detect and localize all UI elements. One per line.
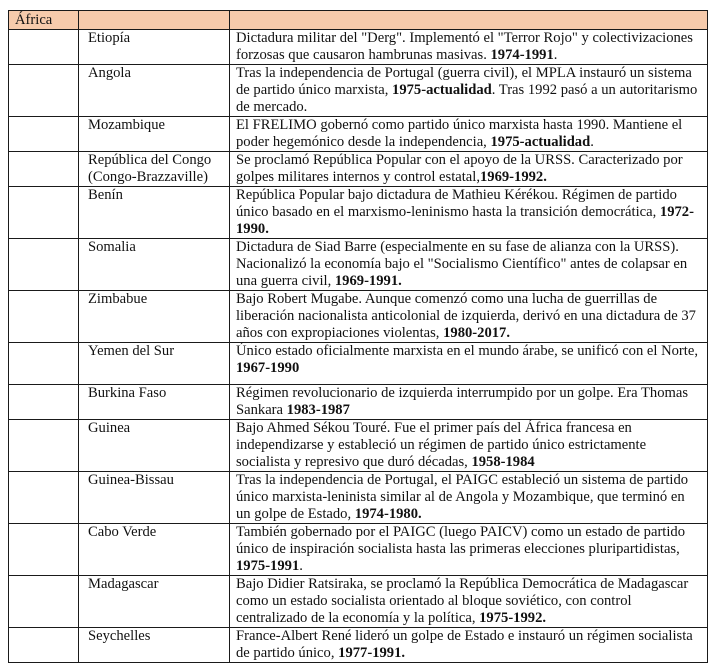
table-row — [9, 628, 708, 663]
period-years: 1969-1992. — [479, 169, 547, 185]
country-name: Seychelles — [88, 628, 151, 644]
country-name: Cabo Verde — [88, 524, 157, 540]
description-cell — [230, 187, 708, 239]
country-name: Burkina Faso — [88, 385, 167, 401]
description-text: El FRELIMO gobernó como partido único marxista hasta 1990. Mantiene el poder hegemónico desde la independencia, — [236, 117, 683, 150]
description-cell — [230, 291, 708, 343]
region-cell — [9, 30, 79, 65]
country-cell — [79, 343, 230, 385]
description-cell — [230, 385, 708, 420]
period-years: 1975-1991 — [236, 558, 300, 574]
description-cell — [230, 576, 708, 628]
description-text: Único estado oficialmente marxista en el mundo árabe, se unificó con el Norte, — [236, 343, 698, 359]
table-row — [9, 420, 708, 472]
description-cell — [230, 420, 708, 472]
region-cell — [9, 385, 79, 420]
region-cell — [9, 576, 79, 628]
period-years: 1958-1984 — [471, 454, 535, 470]
table-row — [9, 65, 708, 117]
region-cell — [9, 343, 79, 385]
table-row — [9, 576, 708, 628]
region-cell — [9, 117, 79, 152]
region-cell — [9, 628, 79, 663]
period-years: 1972-1990. — [236, 204, 694, 237]
description-text-tail: . — [590, 134, 594, 150]
table-body — [9, 11, 708, 663]
description-text: Tras la independencia de Portugal, el PAIGC estableció un sistema de partido único marxista-leninista similar al de Angola y Mozambique, que terminó en un golpe de Estado, — [236, 472, 689, 522]
period-years: 1983-1987 — [286, 402, 350, 418]
period-years: 1975-actualidad — [490, 134, 591, 150]
country-cell — [79, 30, 230, 65]
country-cell — [79, 65, 230, 117]
country-name: Mozambique — [88, 117, 166, 133]
table-row — [9, 343, 708, 385]
description-cell — [230, 65, 708, 117]
description-text: Régimen revolucionario de izquierda interrumpido por un golpe. Era Thomas Sankara — [236, 385, 689, 418]
description-text: Dictadura de Siad Barre (especialmente en su fase de alianza con la URSS). Nacionalizó la economía bajo el "Socialismo Científico" antes de colapsar en una guerra civil, — [236, 239, 688, 289]
region-cell — [9, 472, 79, 524]
country-cell — [79, 524, 230, 576]
country-name: Madagascar — [88, 576, 159, 592]
country-header-cell — [79, 11, 230, 30]
country-cell — [79, 628, 230, 663]
country-cell — [79, 472, 230, 524]
table-row — [9, 291, 708, 343]
country-name: Guinea-Bissau — [88, 472, 174, 488]
region-cell — [9, 152, 79, 187]
country-cell — [79, 187, 230, 239]
period-years: 1980-2017. — [443, 325, 510, 341]
description-cell — [230, 628, 708, 663]
country-name: Benín — [88, 187, 123, 203]
period-years: 1975-1992. — [479, 610, 547, 626]
description-cell — [230, 239, 708, 291]
description-text-tail: . — [553, 47, 558, 63]
description-text-tail: . — [299, 558, 303, 574]
description-cell — [230, 472, 708, 524]
region-cell — [9, 239, 79, 291]
description-text: República Popular bajo dictadura de Mathieu Kérékou. Régimen de partido único basado en el marxismo-leninismo hasta la transición democrática, — [236, 187, 677, 220]
country-cell — [79, 420, 230, 472]
description-cell — [230, 343, 708, 385]
description-text: Se proclamó República Popular con el apoyo de la URSS. Caracterizado por golpes militares internos y control estatal, — [236, 152, 683, 185]
region-cell — [9, 524, 79, 576]
description-text: France-Albert René lideró un golpe de Estado e instauró un régimen socialista de partido único, — [236, 628, 693, 661]
table-row — [9, 30, 708, 65]
description-cell — [230, 152, 708, 187]
country-name: Zimbabue — [88, 291, 148, 307]
table-row — [9, 187, 708, 239]
description-text: También gobernado por el PAIGC (luego PAICV) como un estado de partido único de inspiración socialista hasta las primeras elecciones pluripartidistas, — [236, 524, 686, 557]
description-text: Bajo Robert Mugabe. Aunque comenzó como una lucha de guerrillas de liberación nacionalista anticolonial de izquierda, derivó en una dictadura de 37 años con expropiaciones violentas, — [236, 291, 696, 341]
table-row — [9, 385, 708, 420]
description-cell — [230, 524, 708, 576]
description-cell — [230, 117, 708, 152]
description-text: Bajo Didier Ratsiraka, se proclamó la República Democrática de Madagascar como un estado socialista orientado al bloque soviético, con control centralizado de la economía y la política, — [236, 576, 689, 626]
description-text: Tras la independencia de Portugal (guerra civil), el MPLA instauró un sistema de partido único marxista, — [236, 65, 692, 98]
region-header-cell: África — [9, 11, 79, 30]
table-row — [9, 239, 708, 291]
table-row — [9, 524, 708, 576]
table-row — [9, 152, 708, 187]
period-years: 1977-1991. — [338, 645, 406, 661]
period-years: 1969-1991. — [334, 273, 402, 289]
description-text: Bajo Ahmed Sékou Touré. Fue el primer país del África francesa en independizarse y estableció un régimen de partido único estrictamente socialista y represivo que duró décadas, — [236, 420, 647, 470]
period-years: 1974-1991 — [490, 47, 554, 63]
region-cell — [9, 420, 79, 472]
period-years: 1975-actualidad — [392, 82, 492, 98]
country-cell — [79, 576, 230, 628]
country-cell — [79, 291, 230, 343]
description-text: Dictadura militar del "Derg". Implementó el "Terror Rojo" y colectivizaciones forzosas que causaron hambrunas masivas. — [236, 30, 693, 63]
country-cell — [79, 385, 230, 420]
period-years: 1967-1990 — [236, 360, 300, 376]
country-cell — [79, 117, 230, 152]
africa-regimes-table — [8, 10, 708, 663]
table-row — [9, 117, 708, 152]
region-cell — [9, 291, 79, 343]
region-cell — [9, 187, 79, 239]
country-name: Etiopía — [88, 30, 131, 46]
country-name: Somalia — [88, 239, 136, 255]
description-cell — [230, 30, 708, 65]
country-name: República del Congo (Congo-Brazzaville) — [88, 152, 212, 185]
description-header-cell — [230, 11, 708, 30]
country-name: Yemen del Sur — [88, 343, 175, 359]
description-text-tail: . Tras 1992 pasó a un autoritarismo de mercado. — [236, 82, 698, 115]
country-cell — [79, 239, 230, 291]
country-cell — [79, 152, 230, 187]
period-years: 1974-1980. — [354, 506, 422, 522]
country-name: Guinea — [88, 420, 131, 436]
table-header-row — [9, 11, 708, 30]
table-row — [9, 472, 708, 524]
region-cell — [9, 65, 79, 117]
country-name: Angola — [88, 65, 131, 81]
